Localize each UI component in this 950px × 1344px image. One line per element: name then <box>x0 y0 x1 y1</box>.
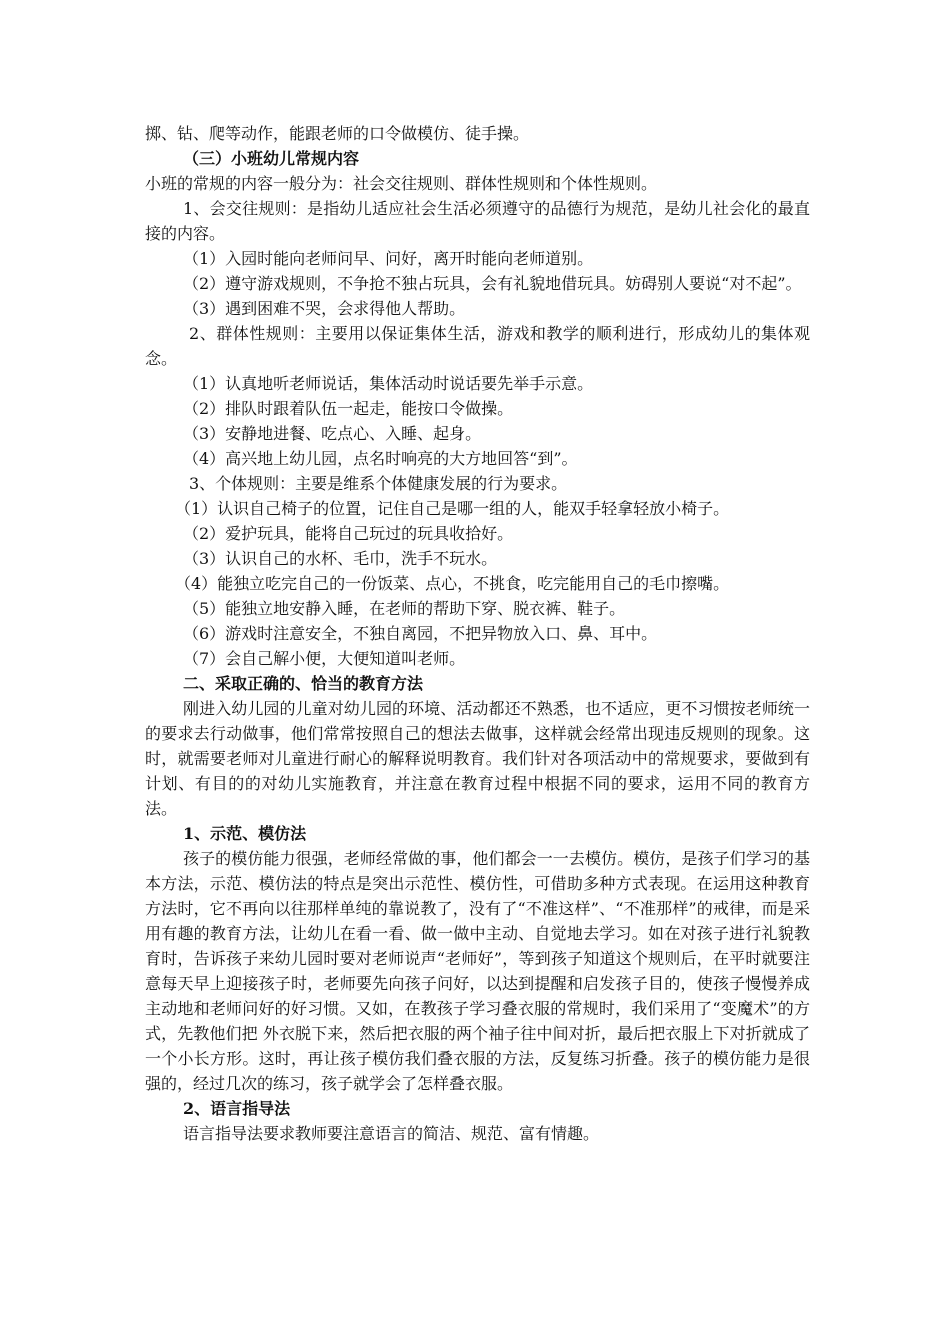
section-heading-3: （三）小班幼儿常规内容 <box>183 149 360 168</box>
paragraph-methods-intro: 刚进入幼儿园的儿童对幼儿园的环境、活动都还不熟悉，也不适应，更不习惯按老师统一的要求去行动做事，他们常常按照自己的想法去做事，这样就会经常出现违反规则的现象。这时，就需要老师对儿童进行耐心的解释说明教育。我们针对各项活动中的常规要求，要做到有计划、有目的的对幼儿实施教育，并注意在教育过程中根据不同的要求，运用不同的教育方法。 <box>145 699 810 818</box>
rule-individual-item-7: （7）会自己解小便，大便知道叫老师。 <box>183 649 466 668</box>
rule-social-item-3: （3）遇到困难不哭，会求得他人帮助。 <box>183 299 466 318</box>
rule-individual-title: 3、个体规则：主要是维系个体健康发展的行为要求。 <box>189 474 568 493</box>
rule-social-item-1: （1）入园时能向老师问早、问好，离开时能向老师道别。 <box>183 249 594 268</box>
paragraph-1: 掷、钻、爬等动作，能跟老师的口令做模仿、徒手操。 <box>145 124 530 143</box>
rule-individual-item-2: （2）爱护玩具，能将自己玩过的玩具收拾好。 <box>183 524 514 543</box>
rule-individual-item-5: （5）能独立地安静入睡，在老师的帮助下穿、脱衣裤、鞋子。 <box>183 599 626 618</box>
rule-group-item-4: （4）高兴地上幼儿园，点名时响亮的大方地回答“到”。 <box>183 449 578 468</box>
subheading-language: 2、语言指导法 <box>183 1099 291 1118</box>
rule-social-title: 1、会交往规则：是指幼儿适应社会生活必须遵守的品德行为规范，是幼儿社会化的最直接的内容。 <box>145 199 810 243</box>
paragraph-language: 语言指导法要求教师要注意语言的简洁、规范、富有情趣。 <box>183 1124 600 1143</box>
rule-group-item-3: （3）安静地进餐、吃点心、入睡、起身。 <box>183 424 482 443</box>
rule-individual-item-6: （6）游戏时注意安全，不独自离园，不把异物放入口、鼻、耳中。 <box>183 624 658 643</box>
rule-group-title: 2、群体性规则：主要用以保证集体生活，游戏和教学的顺利进行，形成幼儿的集体观念。 <box>145 324 810 368</box>
section-heading-2: 二、采取正确的、恰当的教育方法 <box>183 674 424 693</box>
rule-group-item-2: （2）排队时跟着队伍一起走，能按口令做操。 <box>183 399 514 418</box>
rule-individual-item-4: （4）能独立吃完自己的一份饭菜、点心，不挑食，吃完能用自己的毛巾擦嘴。 <box>175 574 730 593</box>
rule-individual-item-3: （3）认识自己的水杯、毛巾，洗手不玩水。 <box>183 549 498 568</box>
subheading-demonstration: 1、示范、模仿法 <box>183 824 307 843</box>
rule-social-item-2: （2）遵守游戏规则，不争抢不独占玩具，会有礼貌地借玩具。妨碍别人要说“对不起”。 <box>183 274 802 293</box>
paragraph-2: 小班的常规的内容一般分为：社会交往规则、群体性规则和个体性规则。 <box>145 174 658 193</box>
paragraph-demonstration: 孩子的模仿能力很强，老师经常做的事，他们都会一一去模仿。模仿，是孩子们学习的基本方法，示范、模仿法的特点是突出示范性、模仿性，可借助多种方式表现。在运用这种教育方法时，它不再向以往那样单纯的靠说教了，没有了“不准这样”、“不准那样”的戒律，而是采用有趣的教育方法，让幼儿在看一看、做一做中主动、自觉地去学习。如在对孩子进行礼貌教育时，告诉孩子来幼儿园时要对老师说声“老师好”，等到孩子知道这个规则后，在平时就要注意每天早上迎接孩子时，老师要先向孩子问好，以达到提醒和启发孩子目的，使孩子慢慢养成主动地和老师问好的好习惯。又如，在教孩子学习叠衣服的常规时，我们采用了“变魔术”的方式，先教他们把 外衣脱下来，然后把衣服的两个袖子往中间对折，最后把衣服上下对折就成了一个小长方形。这时，再让孩子模仿我们叠衣服的方法，反复练习折叠。孩子的模仿能力是很强的，经过几次的练习，孩子就学会了怎样叠衣服。 <box>145 849 810 1093</box>
document-page <box>145 121 810 1146</box>
rule-group-item-1: （1）认真地听老师说话，集体活动时说话要先举手示意。 <box>183 374 594 393</box>
rule-individual-item-1: （1）认识自己椅子的位置，记住自己是哪一组的人，能双手轻拿轻放小椅子。 <box>175 499 730 518</box>
